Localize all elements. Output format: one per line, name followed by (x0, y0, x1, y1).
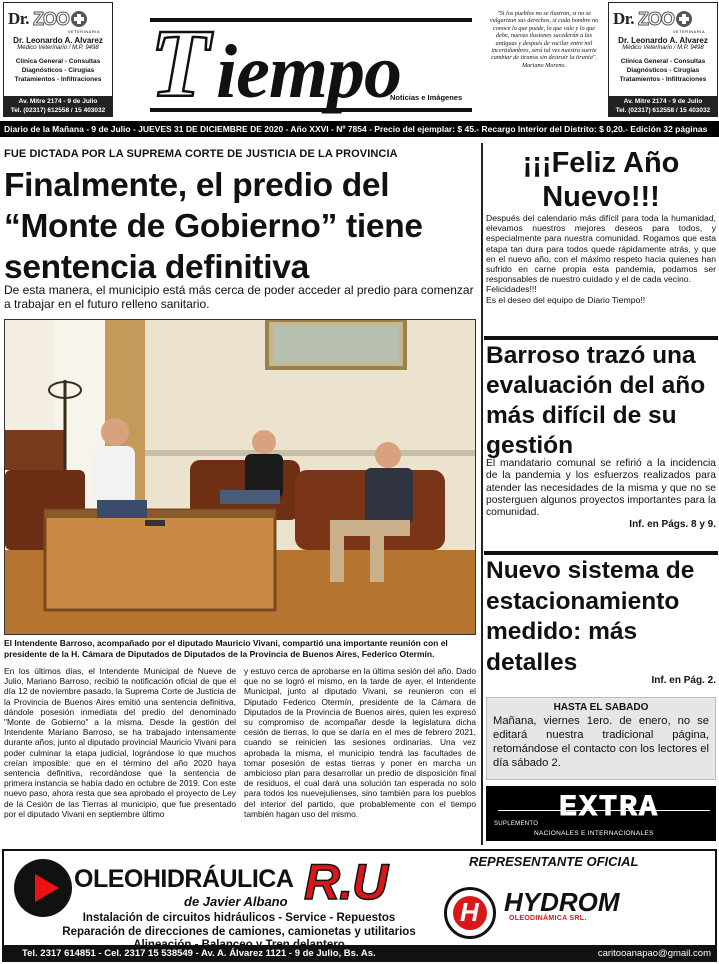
body-paragraph: En los últimos días, el Intendente Municipal de Nueve de Julio, Mariano Barroso, recibió la notificación oficial de que el día 12 de noviembre pasado, la Suprema Corte de Justicia de la Provincia de Buenos Aires emitió una sentencia definitiva, dándole posesión inmediata del predio del denominado "Monte de Gobierno" a la misma. Desde la gestión del Intendente Mariano Barroso, se ha trabajado intensamente durante años, junto al diputado provincial Mauricio Vivani para poder culminar la etapa judicial, lográndose lo que muchos creían imposible: que en el término del año 2020 haya sentencia definitiva, recordándose que la sentencia de primera instancia se había dado en octubre de 2019. Con este nuevo paso, ahora resta que sea aprobado el proyecto de Ley de la Cesión de las Tierras al municipio, que fue presentado por el diputado Vivani en septiembre último (4, 666, 236, 819)
logo-initial: T (150, 10, 208, 118)
ad-email[interactable]: caritooanapao@gmail.com (597, 948, 711, 959)
body-paragraph: y estuvo cerca de aprobarse en la última sesión del año. Dado que no se logró el mismo, en la tarde de ayer, el Intendente Municipal, junto al diputado Vivani, se reunieron con el Diputado Federico Otermín, presidente de la Cámara de Diputados de la Provincia de Buenos aires, quien les expresó su compromiso de acompañar desde la legislatura dicha cesión de tierras, lo que se daría en el mes de febrero 2021, cuando se reinicien las sesiones ordinarias. Una vez aprobada la misma, el municipio tendrá las facultades de tomar posesión de estas tierras y poner en marcha un ambicioso plan para desarrollar un predio de disposición final de residuos, el cual dará una solución tan esperada no solo para todos los nuevejulienses, sino también para los pueblos del interior del partido, que probablemente con el tiempo también hagan uso del mismo. (244, 666, 476, 819)
vet-service: Diagnósticos - Cirugías (626, 67, 700, 74)
vet-logo-brand: ZOO (638, 8, 675, 29)
sabado-notice (486, 697, 716, 780)
ad-service-line: Reparación de direcciones de camiones, camionetas y utilitarios (62, 925, 416, 938)
vet-title: Médico Veterinario / M.P. 9498 (622, 45, 704, 51)
vet-address: Av. Mitre 2174 - 9 de Julio (623, 98, 703, 105)
feliz-signature: Es el deseo del equipo de Diario Tiempo!! (486, 294, 646, 305)
newspaper-logo (150, 10, 475, 118)
main-dek: De esta manera, el municipio está más cerca de poder acceder al predio para comenzar a trabajar en el futuro relleno sanitario. (4, 283, 474, 311)
feliz-title: ¡¡¡Feliz Año Nuevo!!! (522, 147, 680, 213)
ad-ru-logo: R.U (304, 854, 388, 910)
medical-cross-icon (676, 11, 692, 27)
main-story-photo (4, 319, 476, 635)
sabado-title: HASTA EL SABADO (553, 702, 649, 713)
barroso-text: El mandatario comunal se refirió a la incidencia de la pandemia y los esfuerzos realizados para atender las necesidades de la misma y que no se posterguen algunos proyectos importantes para la comunidad. (486, 458, 716, 519)
main-story-kicker: FUE DICTADA POR LA SUPREMA CORTE DE JUSTICIA DE LA PROVINCIA (4, 148, 398, 160)
meeting-photo-illustration (5, 320, 476, 635)
feliz-text-block (486, 213, 716, 305)
main-headline[interactable]: Finalmente, el predio del “Monte de Gobierno” tiene sentencia definitiva (4, 167, 423, 286)
column-divider (481, 143, 483, 845)
vet-service: Tratamientos - Infiltraciones (619, 76, 707, 83)
vet-service: Clínica General - Consultas (620, 58, 706, 65)
vet-address-bar (4, 96, 112, 116)
extra-supplement-banner[interactable] (486, 786, 716, 841)
vet-title: Médico Veterinario / M.P. 9498 (17, 45, 99, 51)
vet-service: Clínica General - Consultas (15, 58, 101, 65)
vet-service: Diagnósticos - Cirugías (21, 67, 95, 74)
vet-logo-brand: ZOO (33, 8, 70, 29)
ad-service-line: Instalación de circuitos hidráulicos - Service - Repuestos (82, 912, 396, 924)
vet-ad-right (608, 2, 718, 117)
extra-subtitle: NACIONALES E INTERNACIONALES (534, 830, 654, 837)
ad-representative-label: REPRESENTANTE OFICIAL (469, 854, 639, 869)
section-rule (484, 336, 718, 340)
vet-address-bar (609, 96, 717, 116)
oleohidraulica-ad (2, 849, 717, 962)
hydrom-logo-icon (444, 887, 496, 939)
section-rule (484, 551, 718, 555)
photo-caption: El Intendente Barroso, acompañado por el diputado Mauricio Vivani, compartió una importante reunión con el presidente de la H. Cámara de Diputados de Diputados de la Provincia de Buenos Aires, Federico Otermín. (4, 638, 448, 659)
vet-name: Dr. Leonardo A. Alvarez (13, 36, 103, 45)
play-arrow-icon (14, 859, 72, 917)
edition-info-strip: Diario de la Mañana - 9 de Julio - JUEVES 31 DE DICIEMBRE DE 2020 - Año XXVI - Nº 7854 - Precio del ejemplar: $ 45.- Recargo Interior del Distrito: $ 0,20.- Edición 32 páginas (0, 121, 719, 137)
body-column-1 (4, 666, 236, 819)
ad-owner: de Javier Albano (184, 894, 288, 909)
nuevo-page-ref: Inf. en Pág. 2. (651, 675, 716, 686)
vet-phones: Tel. (02317) 612558 / 15 403032 (10, 107, 106, 114)
logo-subtitle: Noticias e Imágenes (390, 93, 463, 102)
ad-contact-info: Tel. 2317 614851 - Cel. 2317 15 538549 - Av. A. Álvarez 1121 - 9 de Julio, Bs. As. (22, 948, 376, 959)
logo-wordmark: iempo (216, 30, 401, 114)
masthead-quote: "Si los pueblos no se ilustran, si no se vulgarizan sus derechos, si cada hombre no conoce lo que puede, lo que vale y lo que debe, nuevas ilusiones sucederán a las antiguas y después de vacilar entre mil incertidumbres, será tal vez nuestra suerte cambiar de tiranos sin destruir la tiranía". Mariano Moreno. (489, 10, 599, 69)
ad-brand-name: OLEOHIDRÁULICA (74, 865, 294, 893)
feliz-greeting: Felicidades!!! (486, 284, 537, 295)
vet-phones: Tel. (02317) 612558 / 15 403032 (615, 107, 711, 114)
medical-cross-icon (71, 11, 87, 27)
vet-tag: VETERINARIA (672, 29, 705, 34)
ad-contact-bar (4, 945, 717, 962)
vet-services (4, 57, 112, 84)
sabado-text: Mañana, viernes 1ero. de enero, no se editará nuestra tradicional página, retomándose el contacto con los lectores el día sábado 2. (493, 715, 709, 769)
ad-hydrom-subtitle: OLEODINÁMICA SRL. (509, 915, 587, 922)
vet-name: Dr. Leonardo A. Alvarez (618, 36, 708, 45)
extra-suplemento: SUPLEMENTO (494, 821, 539, 827)
vet-address: Av. Mitre 2174 - 9 de Julio (18, 98, 98, 105)
vet-services (609, 57, 717, 84)
barroso-headline[interactable]: Barroso trazó una evaluación del año más difícil de su gestión (486, 342, 706, 459)
ad-hydrom-name: HYDROM (504, 887, 620, 917)
nuevo-headline[interactable]: Nuevo sistema de estacionamiento medido: más detalles (486, 557, 695, 676)
body-column-2 (244, 666, 476, 819)
vet-logo-dr: Dr. (613, 9, 635, 28)
extra-wordmark: EXTRA (559, 791, 660, 825)
feliz-text: Después del calendario más difícil para toda la humanidad, elevamos nuestros mejores deseos para todos, y especialmente para nuestra comunidad. Rogamos que esta etapa tan dura para todos quede rápidamente atrás, y que en el nuevo año, con el máximo respeto hacia quienes han sufrido en carne propia esta pandemia, podamos ser responsables de nuestro cuidado y el de cada vecino. (486, 213, 716, 285)
vet-logo-dr: Dr. (8, 9, 30, 28)
vet-tag: VETERINARIA (67, 29, 100, 34)
barroso-page-ref: Inf. en Págs. 8 y 9. (629, 519, 716, 531)
barroso-block (486, 458, 716, 532)
vet-service: Tratamientos - Infiltraciones (14, 76, 102, 83)
vet-ad-left (3, 2, 113, 117)
